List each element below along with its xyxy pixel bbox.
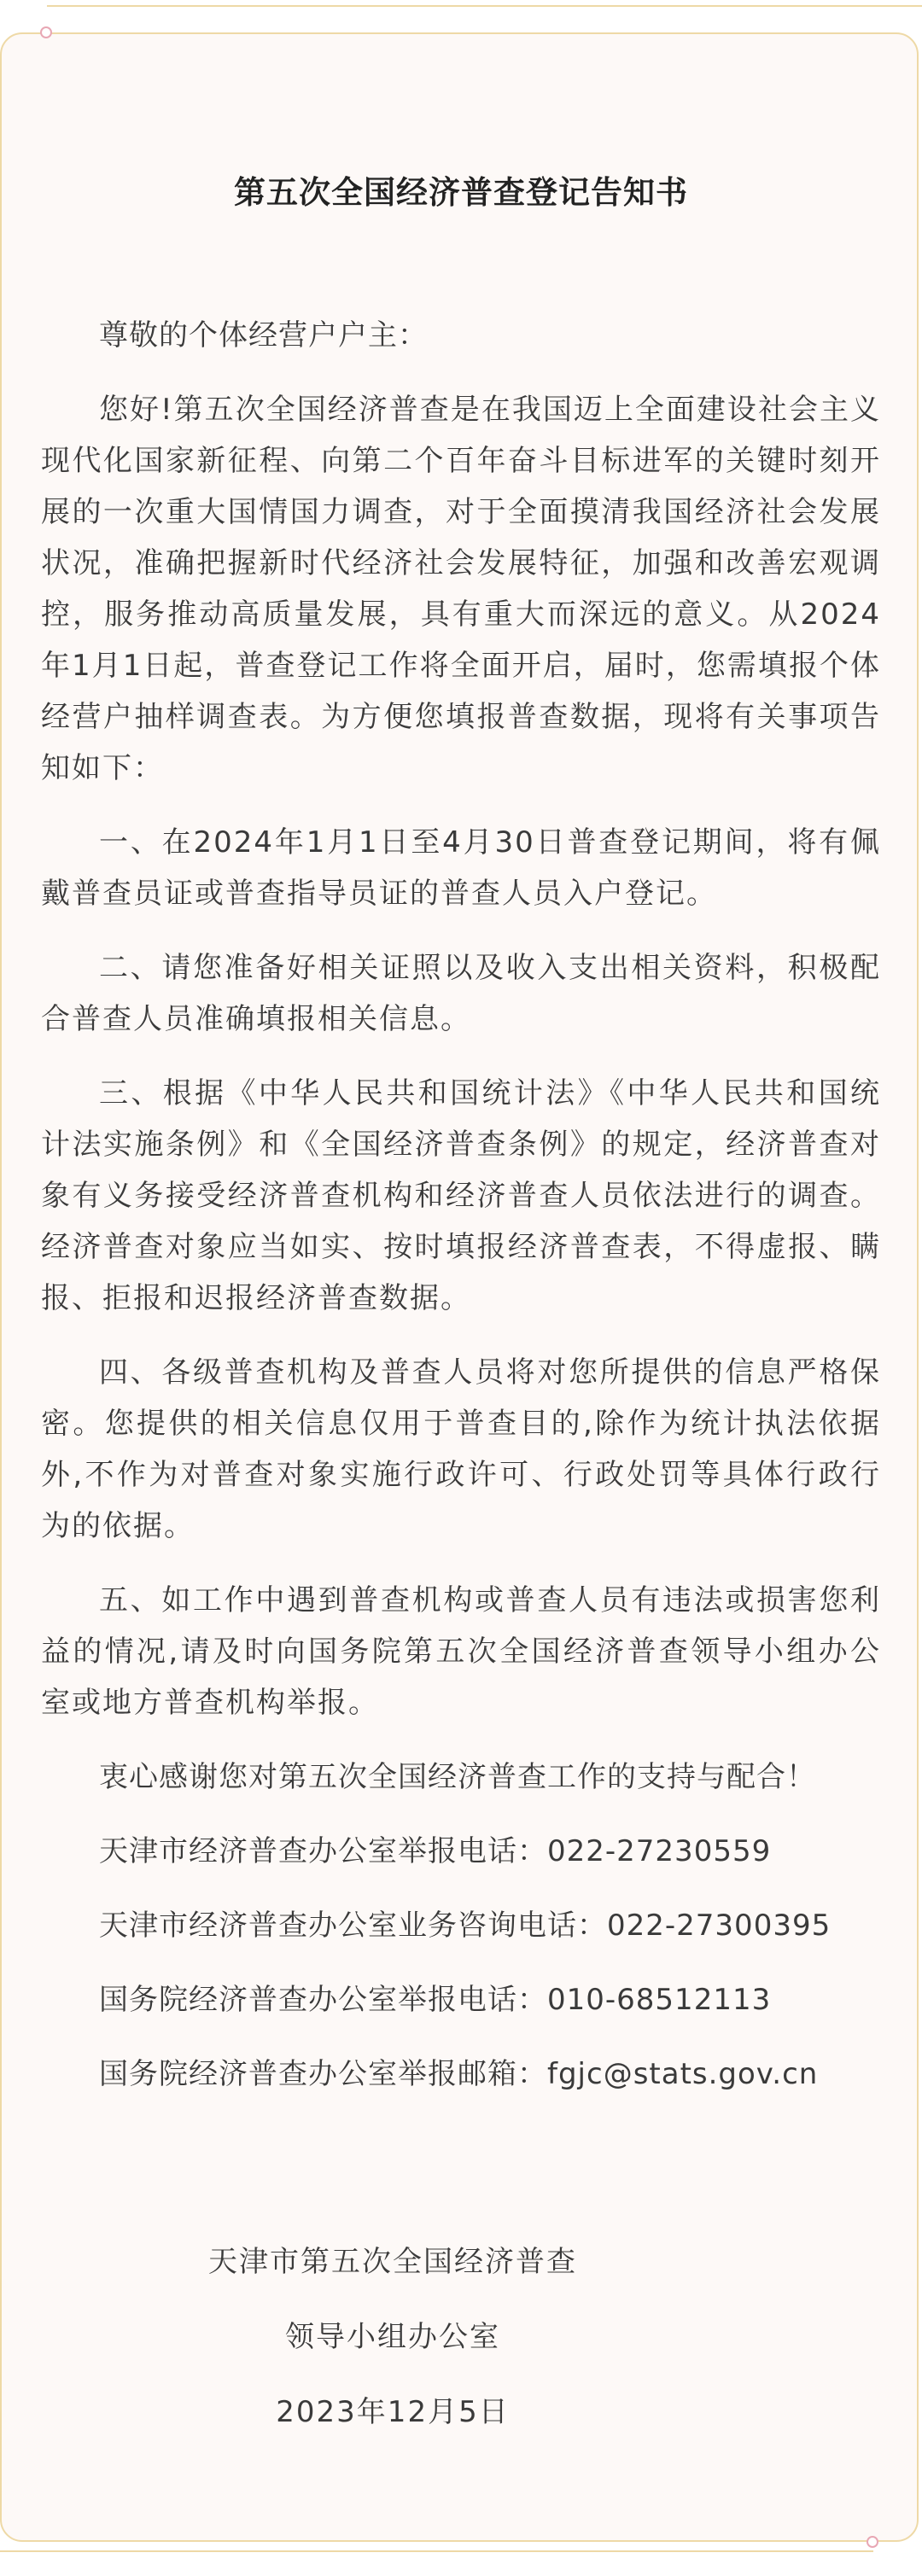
contact-state-report-email: 国务院经济普查办公室举报邮箱：fgjc@stats.gov.cn: [99, 2057, 819, 2091]
signature-org-line1: 天津市第五次全国经济普查: [208, 2245, 577, 2279]
signature-org-line2: 领导小组办公室: [285, 2320, 500, 2354]
contact-tianjin-report-phone: 天津市经济普查办公室举报电话：022-27230559: [99, 1834, 772, 1868]
signature-date: 2023年12月5日: [276, 2395, 510, 2429]
paragraph-item-5: 五、如工作中遇到普查机构或普查人员有违法或损害您利益的情况,请及时向国务院第五次全国经济普查领导小组办公室或地方普查机构举报。: [41, 1583, 881, 1720]
paragraph-item-4: 四、各级普查机构及普查人员将对您所提供的信息严格保密。您提供的相关信息仅用于普查目的,除作为统计执法依据外,不作为对普查对象实施行政许可、行政处罚等具体行政行为的依据。: [41, 1355, 881, 1543]
bottom-divider: [0, 2550, 873, 2552]
paragraph-item-1: 一、在2024年1月1日至4月30日普查登记期间，将有佩戴普查员证或普查指导员证的普查人员入户登记。: [41, 825, 881, 911]
greeting: 尊敬的个体经营户户主：: [99, 318, 428, 353]
paragraph-intro: 您好!第五次全国经济普查是在我国迈上全面建设社会主义现代化国家新征程、向第二个百年奋斗目标进军的关键时刻开展的一次重大国情国力调查，对于全面摸清我国经济社会发展状况，准确把握新时代经济社会发展特征，加强和改善宏观调控，服务推动高质量发展，具有重大而深远的意义。从2024年1月1日起，普查登记工作将全面开启，届时，您需填报个体经营户抽样调查表。为方便您填报普查数据，现将有关事项告知如下：: [41, 393, 881, 785]
top-divider: [47, 0, 922, 7]
corner-ring-icon: [867, 2536, 878, 2548]
paragraph-item-2: 二、请您准备好相关证照以及收入支出相关资料，积极配合普查人员准确填报相关信息。: [41, 951, 881, 1036]
signature-block: [0, 2236, 785, 2462]
contact-tianjin-consult-phone: 天津市经济普查办公室业务咨询电话：022-27300395: [99, 1909, 832, 1943]
notice-content: [41, 166, 881, 2123]
paragraph-item-3: 三、根据《中华人民共和国统计法》《中华人民共和国统计法实施条例》和《全国经济普查条例》的规定，经济普查对象有义务接受经济普查机构和经济普查人员依法进行的调查。经济普查对象应当如实、按时填报经济普查表，不得虚报、瞒报、拒报和迟报经济普查数据。: [41, 1076, 881, 1315]
corner-ring-icon: [40, 26, 52, 38]
thanks-line: 衷心感谢您对第五次全国经济普查工作的支持与配合！: [99, 1760, 816, 1794]
contact-state-report-phone: 国务院经济普查办公室举报电话：010-68512113: [99, 1983, 772, 2017]
page-title: 第五次全国经济普查登记告知书: [234, 174, 688, 211]
